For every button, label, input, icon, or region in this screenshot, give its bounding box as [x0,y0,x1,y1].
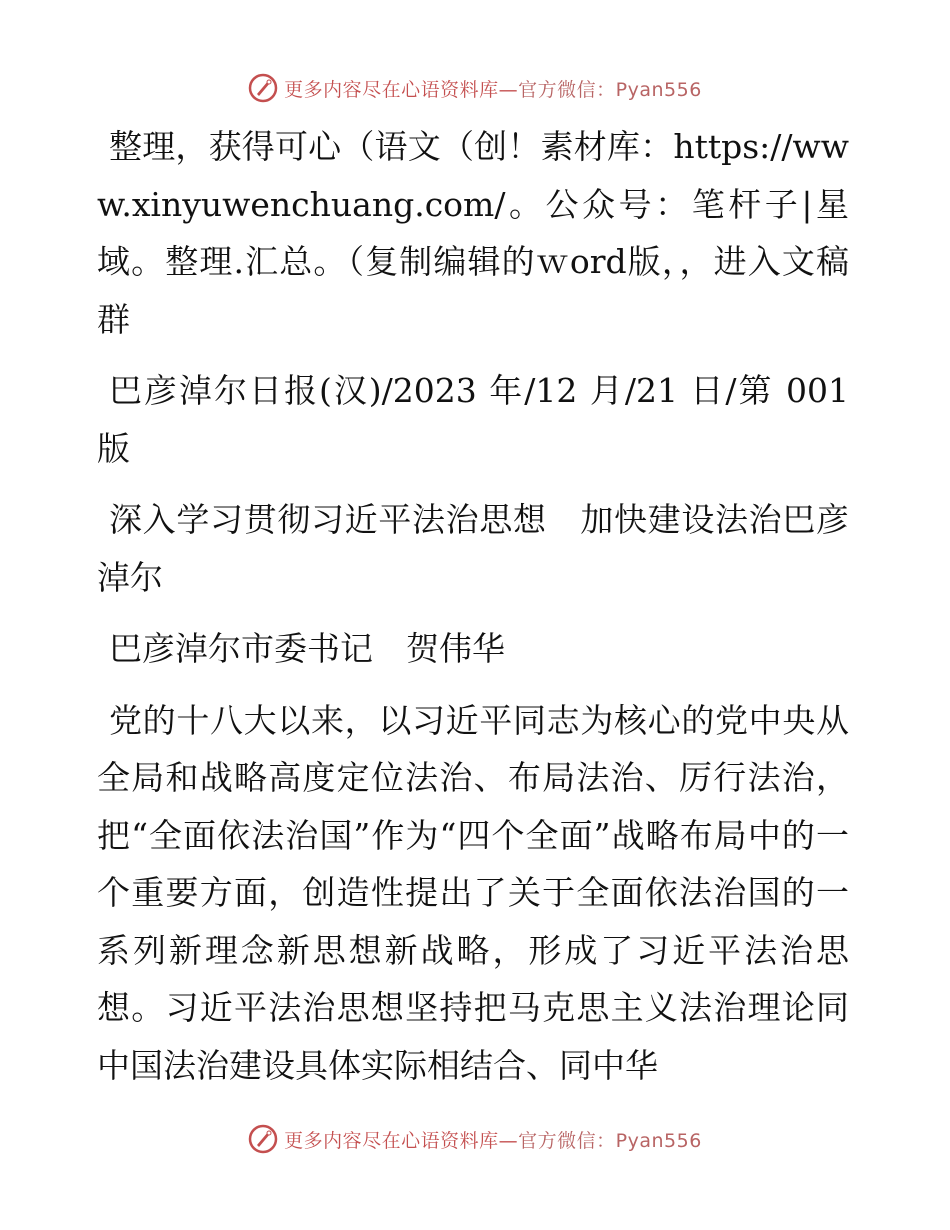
document-body [97,118,849,1108]
article-author: 巴彦淖尔市委书记 贺伟华 [109,629,505,668]
banner-dash: — [498,78,519,101]
banner-text [284,75,702,102]
quill-seal-icon [248,73,278,103]
article-title: 深入学习贯彻习近平法治思想 加快建设法治巴彦淖尔 [97,500,849,597]
publication-line: 巴彦淖尔日报(汉)/2023 年/12 月/21 日/第 001 版 [97,371,849,468]
header-watermark-banner [0,70,950,106]
banner-text [284,1126,702,1153]
quill-seal-icon [248,1124,278,1154]
banner-main-text: 更多内容尽在心语资料库 [284,1129,499,1152]
footer-watermark-banner [0,1121,950,1157]
banner-wechat-text: 官方微信：Pyan556 [518,78,702,101]
source-note-paragraph: 整理，获得可心（语文（创！素材库：https://www.xinyuwenchuang.com/。公众号：笔杆子|星域。整理.汇总。（复制编辑的ｗord版，，进入文稿群 [97,127,849,339]
banner-dash: — [498,1129,519,1152]
article-body-paragraph: 党的十八大以来，以习近平同志为核心的党中央从全局和战略高度定位法治、布局法治、厉行法治，把“全面依法治国”作为“四个全面”战略布局中的一个重要方面，创造性提出了关于全面依法治国的一系列新理念新思想新战略，形成了习近平法治思想。习近平法治思想坚持把马克思主义法治理论同中国法治建设具体实际相结合、同中华 [97,700,849,1085]
banner-wechat-text: 官方微信：Pyan556 [518,1129,702,1152]
banner-main-text: 更多内容尽在心语资料库 [284,78,499,101]
